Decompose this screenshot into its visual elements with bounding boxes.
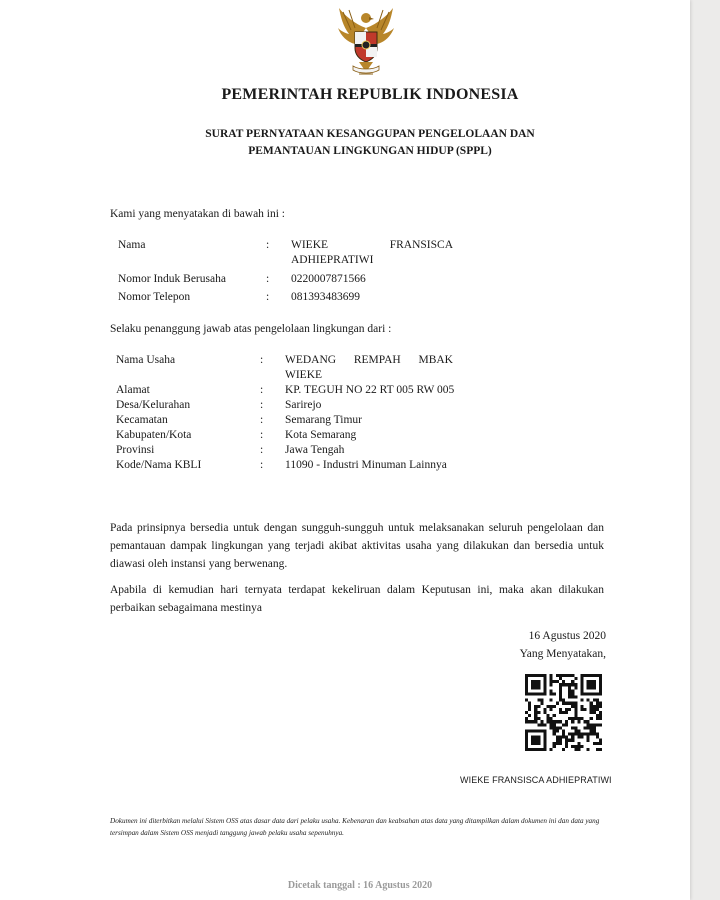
colon: : [266, 273, 270, 285]
village-label: Desa/Kelurahan [116, 399, 191, 411]
colon: : [260, 384, 264, 396]
address-label: Alamat [116, 384, 150, 396]
phone-label: Nomor Telepon [118, 291, 191, 303]
declarant-name-line-1: WIEKE FRANSISCA [291, 239, 453, 251]
kbli-label: Kode/Nama KBLI [116, 459, 202, 471]
city-value: Kota Semarang [285, 429, 357, 441]
kbli-value: 11090 - Industri Minuman Lainnya [285, 459, 447, 471]
business-name-label: Nama Usaha [116, 354, 176, 366]
phone-value: 081393483699 [291, 291, 360, 303]
document-subtitle [0, 126, 720, 160]
declarant-name-line-2: ADHIEPRATIWI [291, 254, 374, 266]
statement-paragraph-2: Apabila di kemudian hari ternyata terdapat kekeliruan dalam Keputusan ini, maka akan dilakukan perbaikan sebagaimana mestinya [110, 584, 604, 614]
district-label: Kecamatan [116, 414, 168, 426]
colon: : [260, 414, 264, 426]
colon: : [260, 399, 264, 411]
signer-name: WIEKE FRANSISCA ADHIEPRATIWI [460, 775, 612, 785]
document-title: PEMERINTAH REPUBLIK INDONESIA [221, 86, 519, 103]
province-label: Provinsi [116, 444, 155, 456]
printed-date: Dicetak tanggal : 16 Agustus 2020 [287, 880, 433, 891]
city-label: Kabupaten/Kota [116, 429, 192, 441]
nib-label: Nomor Induk Berusaha [118, 273, 226, 285]
colon: : [266, 291, 270, 303]
colon: : [266, 239, 270, 251]
business-name-line-1: WEDANG REMPAH MBAK [285, 354, 453, 366]
district-value: Semarang Timur [285, 414, 362, 426]
business-intro: Selaku penanggung jawab atas pengelolaan lingkungan dari : [110, 323, 392, 335]
signature-declarer: Yang Menyatakan, [519, 648, 606, 660]
signature-date: 16 Agustus 2020 [528, 630, 606, 642]
qr-code-icon [525, 674, 602, 751]
address-value: KP. TEGUH NO 22 RT 005 RW 005 [285, 384, 455, 396]
colon: : [260, 429, 264, 441]
village-value: Sarirejo [285, 399, 322, 411]
business-name-line-2: WIEKE [285, 369, 323, 381]
colon: : [260, 354, 264, 366]
subtitle-line-2: PEMANTAUAN LINGKUNGAN HIDUP (SPPL) [248, 145, 492, 157]
garuda-emblem-icon [333, 6, 399, 78]
declarant-intro: Kami yang menyatakan di bawah ini : [110, 208, 286, 220]
colon: : [260, 459, 264, 471]
business-name-value [285, 353, 453, 383]
colon: : [260, 444, 264, 456]
subtitle-line-1: SURAT PERNYATAAN KESANGGUPAN PENGELOLAAN DAN [205, 128, 535, 140]
province-value: Jawa Tengah [285, 444, 345, 456]
declarant-name-label: Nama [118, 239, 146, 251]
oss-footnote: Dokumen ini diterbitkan melalui Sistem OSS atas dasar data dari pelaku usaha. Kebenaran dan keabsahan atas data yang ditampilkan dalam dokumen ini dan data yang tersimpan dalam Sistem OSS menjadi tanggung jawab pelaku usaha sepenuhnya. [110, 817, 600, 837]
declarant-name-value [291, 238, 453, 268]
nib-value: 0220007871566 [291, 273, 366, 285]
statement-paragraph-1: Pada prinsipnya bersedia untuk dengan sungguh-sungguh untuk melaksanakan seluruh pengelolaan dan pemantauan dampak lingkungan yang terjadi akibat aktivitas usaha yang dilakukan dan bersedia untuk diawasi oleh instansi yang berwenang. [110, 522, 604, 570]
